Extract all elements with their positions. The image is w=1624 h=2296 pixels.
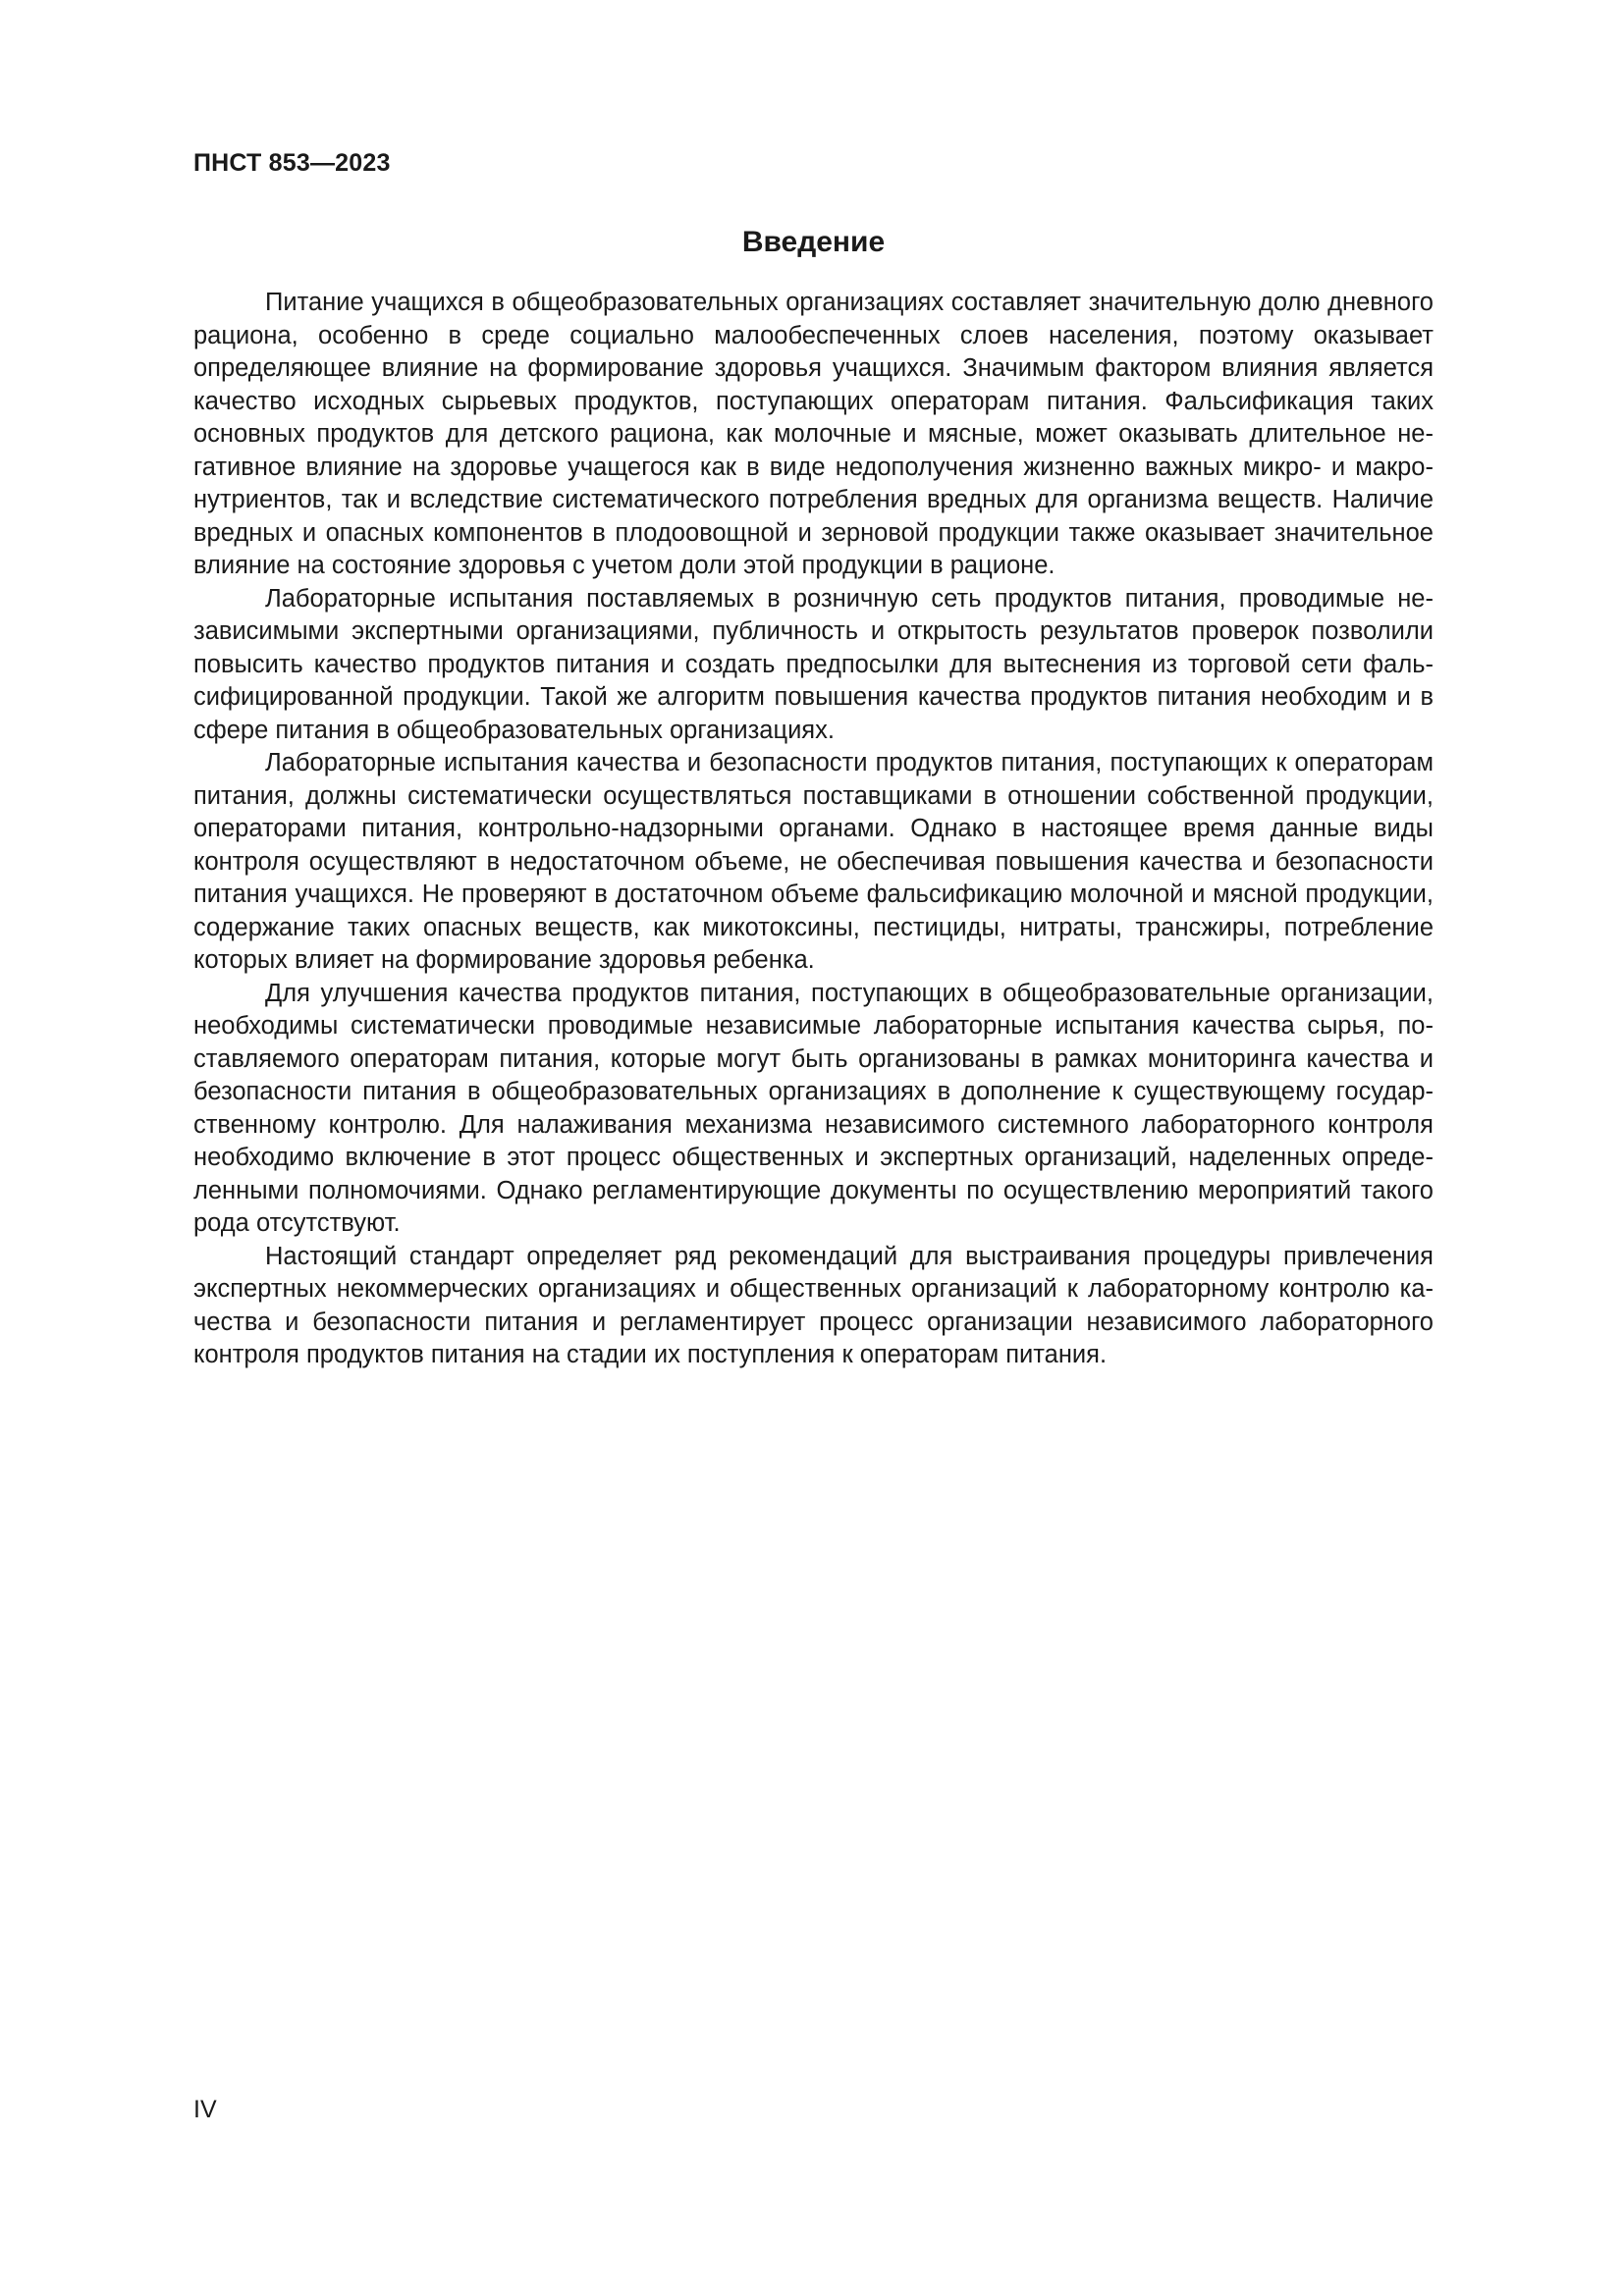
introduction-body	[193, 287, 1434, 1372]
paragraph: Для улучшения качества продуктов питания, поступающих в общеобразовательные организации, необходимы систематически проводимые независимые лабораторные испытания качества сырья, поставляемого операторам питания, которые могут быть организованы в рамках мониторинга качества и безопасности питания в общеобразовательных организациях в дополнение к существующему государственному контролю. Для налаживания механизма независимого системного лабораторного контроля необходимо включение в этот процесс общественных и экспертных организаций, наделенных определенными полномочиями. Однако регламентирующие документы по осуществлению мероприятий такого рода отсутствуют.	[193, 979, 1434, 1237]
page-number: IV	[193, 2096, 217, 2123]
paragraph: Питание учащихся в общеобразовательных организациях составляет значительную долю дневного рациона, особенно в среде социально малообеспеченных слоев населения, поэтому оказывает определяющее влияние на формирование здоровья учащихся. Значимым фактором влияния является качество исходных сырьевых продуктов, поступающих операторам питания. Фальсификация таких основных продуктов для детского рациона, как молочные и мясные, может оказывать длительное негативное влияние на здоровье учащегося как в виде недополучения жизненно важных микро- и макронутриентов, так и вследствие систематического потребления вредных для организма веществ. Наличие вредных и опасных компонентов в плодоовощной и зерновой продукции также оказывает значительное влияние на состояние здоровья с учетом доли этой продукции в рационе.	[193, 289, 1434, 579]
paragraph: Лабораторные испытания качества и безопасности продуктов питания, поступающих к операторам питания, должны систематически осуществляться поставщиками в отношении собственной продукции, операторами питания, контрольно-надзорными органами. Однако в настоящее время данные виды контроля осуществляют в недостаточном объеме, не обеспечивая повышения качества и безопасности питания учащихся. Не проверяют в достаточном объеме фальсификацию молочной и мясной продукции, содержание таких опасных веществ, как микотоксины, пестициды, нитраты, трансжиры, потребление которых влияет на формирование здоровья ребенка.	[193, 749, 1434, 974]
paragraph: Лабораторные испытания поставляемых в розничную сеть продуктов питания, проводимые независимыми экспертными организациями, публичность и открытость результатов проверок позволили повысить качество продуктов питания и создать предпосылки для вытеснения из торговой сети фальсифицированной продукции. Такой же алгоритм повышения качества продуктов питания необходим и в сфере питания в общеобразовательных организациях.	[193, 584, 1434, 744]
section-title: Введение	[741, 226, 886, 258]
document-code: ПНСТ 853—2023	[193, 149, 391, 177]
paragraph: Настоящий стандарт определяет ряд рекомендаций для выстраивания процедуры привлечения экспертных некоммерческих организациях и общественных организаций к лабораторному контролю качества и безопасности питания и регламентирует процесс организации независимого лабораторного контроля продуктов питания на стадии их поступления к операторам питания.	[193, 1242, 1434, 1368]
